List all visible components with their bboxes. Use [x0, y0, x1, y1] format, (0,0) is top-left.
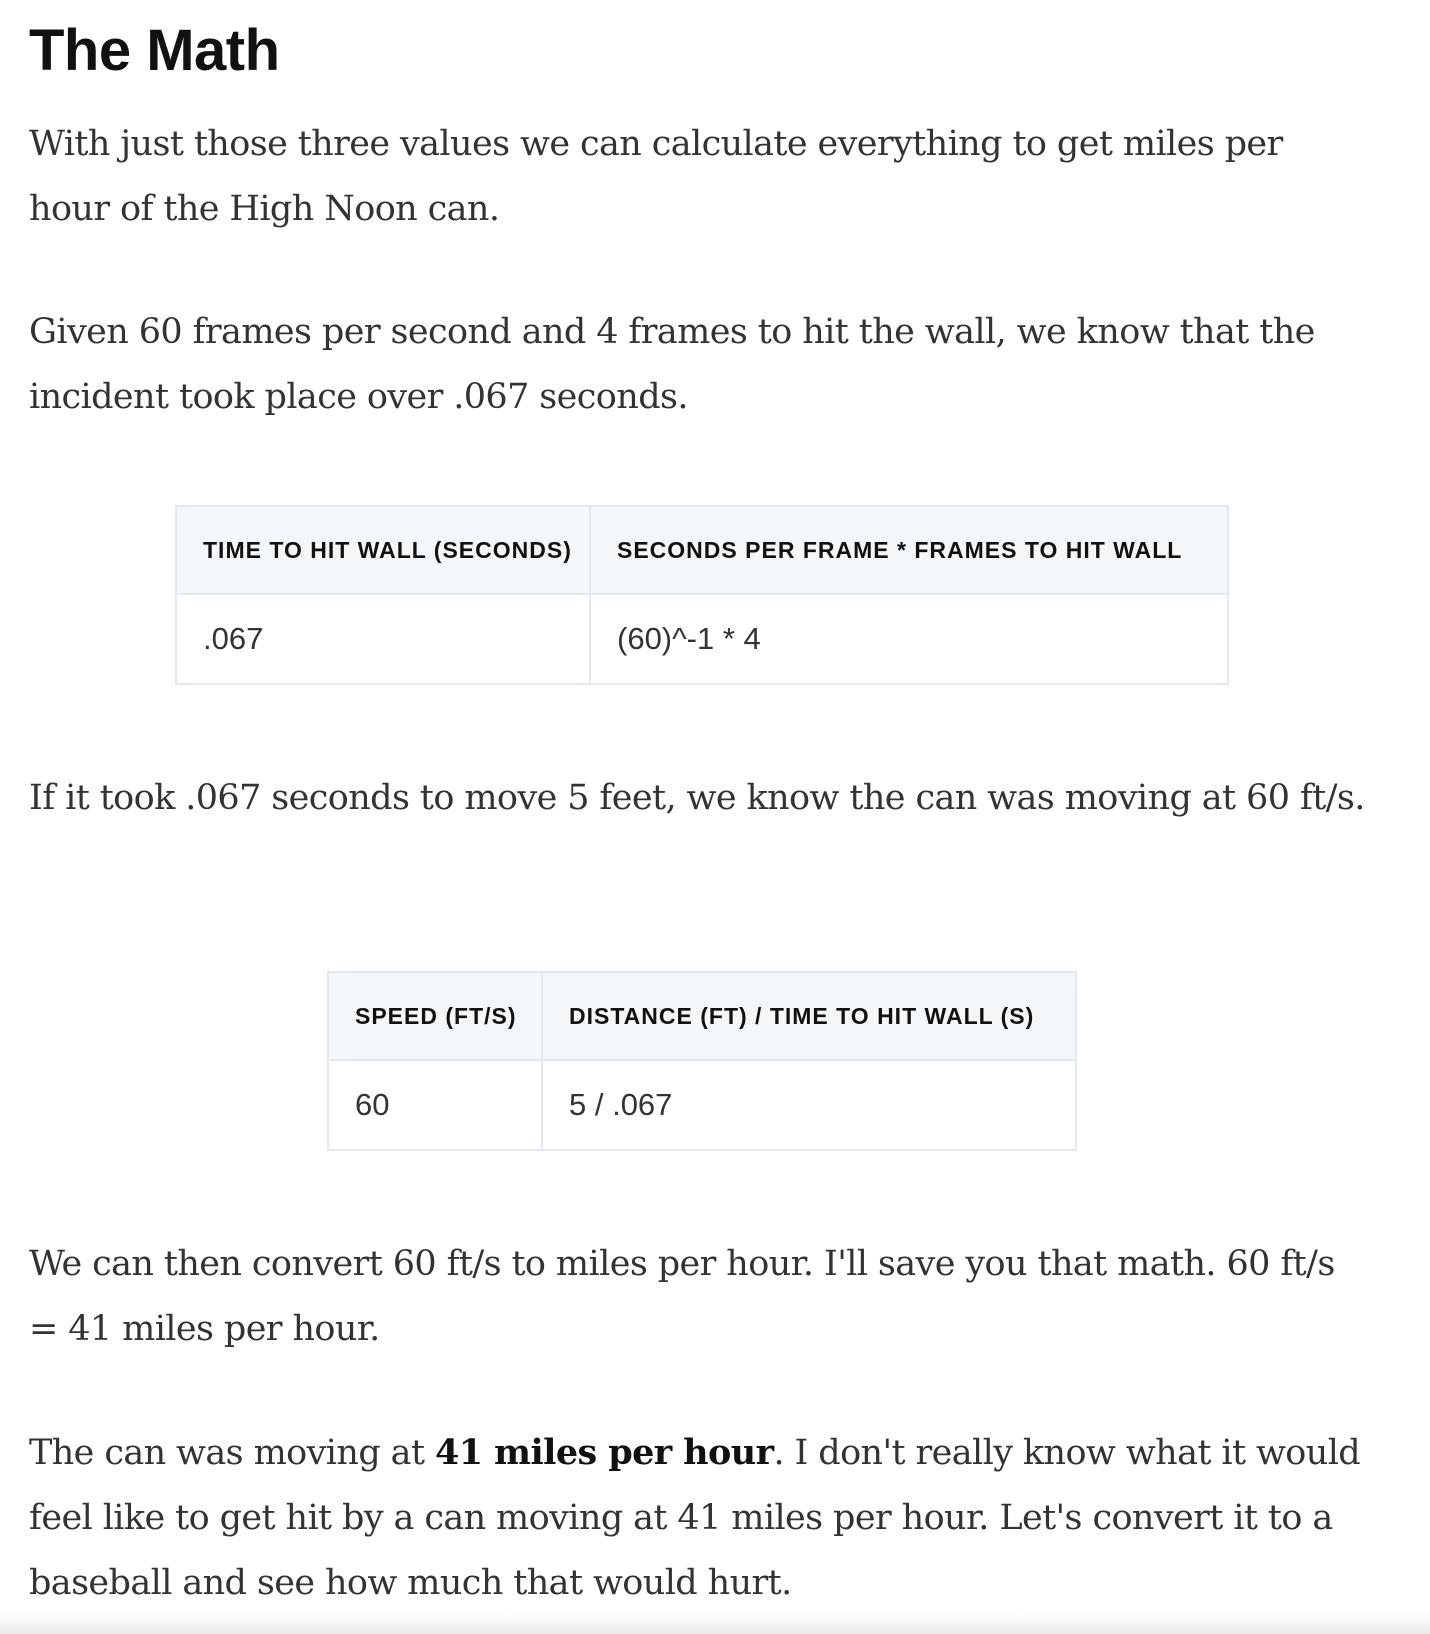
table-header-row [328, 972, 1076, 1060]
paragraph-speed: If it took .067 seconds to move 5 feet, we know the can was moving at 60 ft/s. [29, 778, 1365, 818]
paragraph-frames: Given 60 frames per second and 4 frames to hit the wall, we know that the incident took place over .067 seconds. [29, 312, 1315, 417]
table-row [328, 1060, 1076, 1150]
paragraph-conversion: We can then convert 60 ft/s to miles per hour. I'll save you that math. 60 ft/s = 41 miles per hour. [29, 1244, 1335, 1349]
bottom-edge-shadow [0, 1612, 1430, 1634]
column-header: SECONDS PER FRAME * FRAMES TO HIT WALL [590, 506, 1228, 594]
table-row [176, 594, 1228, 684]
table-cell: 60 [328, 1060, 542, 1150]
table-header-row [176, 506, 1228, 594]
conclusion-text-start: The can was moving at [29, 1433, 435, 1473]
speed-calculation-table [327, 971, 1077, 1151]
section-heading: The Math [29, 18, 280, 83]
table-cell: (60)^-1 * 4 [590, 594, 1228, 684]
conclusion-text-end: . I don't really know what it would feel like to get hit by a can moving at 41 miles per hour. Let's convert it to a baseball and see how much that would hurt. [29, 1433, 1361, 1603]
table-cell: .067 [176, 594, 590, 684]
table-cell: 5 / .067 [542, 1060, 1076, 1150]
time-calculation-table [175, 505, 1229, 685]
paragraph-intro: With just those three values we can calculate everything to get miles per hour of the High Noon can. [29, 124, 1283, 229]
conclusion-highlight: 41 miles per hour [434, 1432, 774, 1473]
column-header: SPEED (FT/S) [328, 972, 542, 1060]
column-header: TIME TO HIT WALL (SECONDS) [176, 506, 590, 594]
column-header: DISTANCE (FT) / TIME TO HIT WALL (S) [542, 972, 1076, 1060]
paragraph-conclusion [29, 1420, 1369, 1616]
